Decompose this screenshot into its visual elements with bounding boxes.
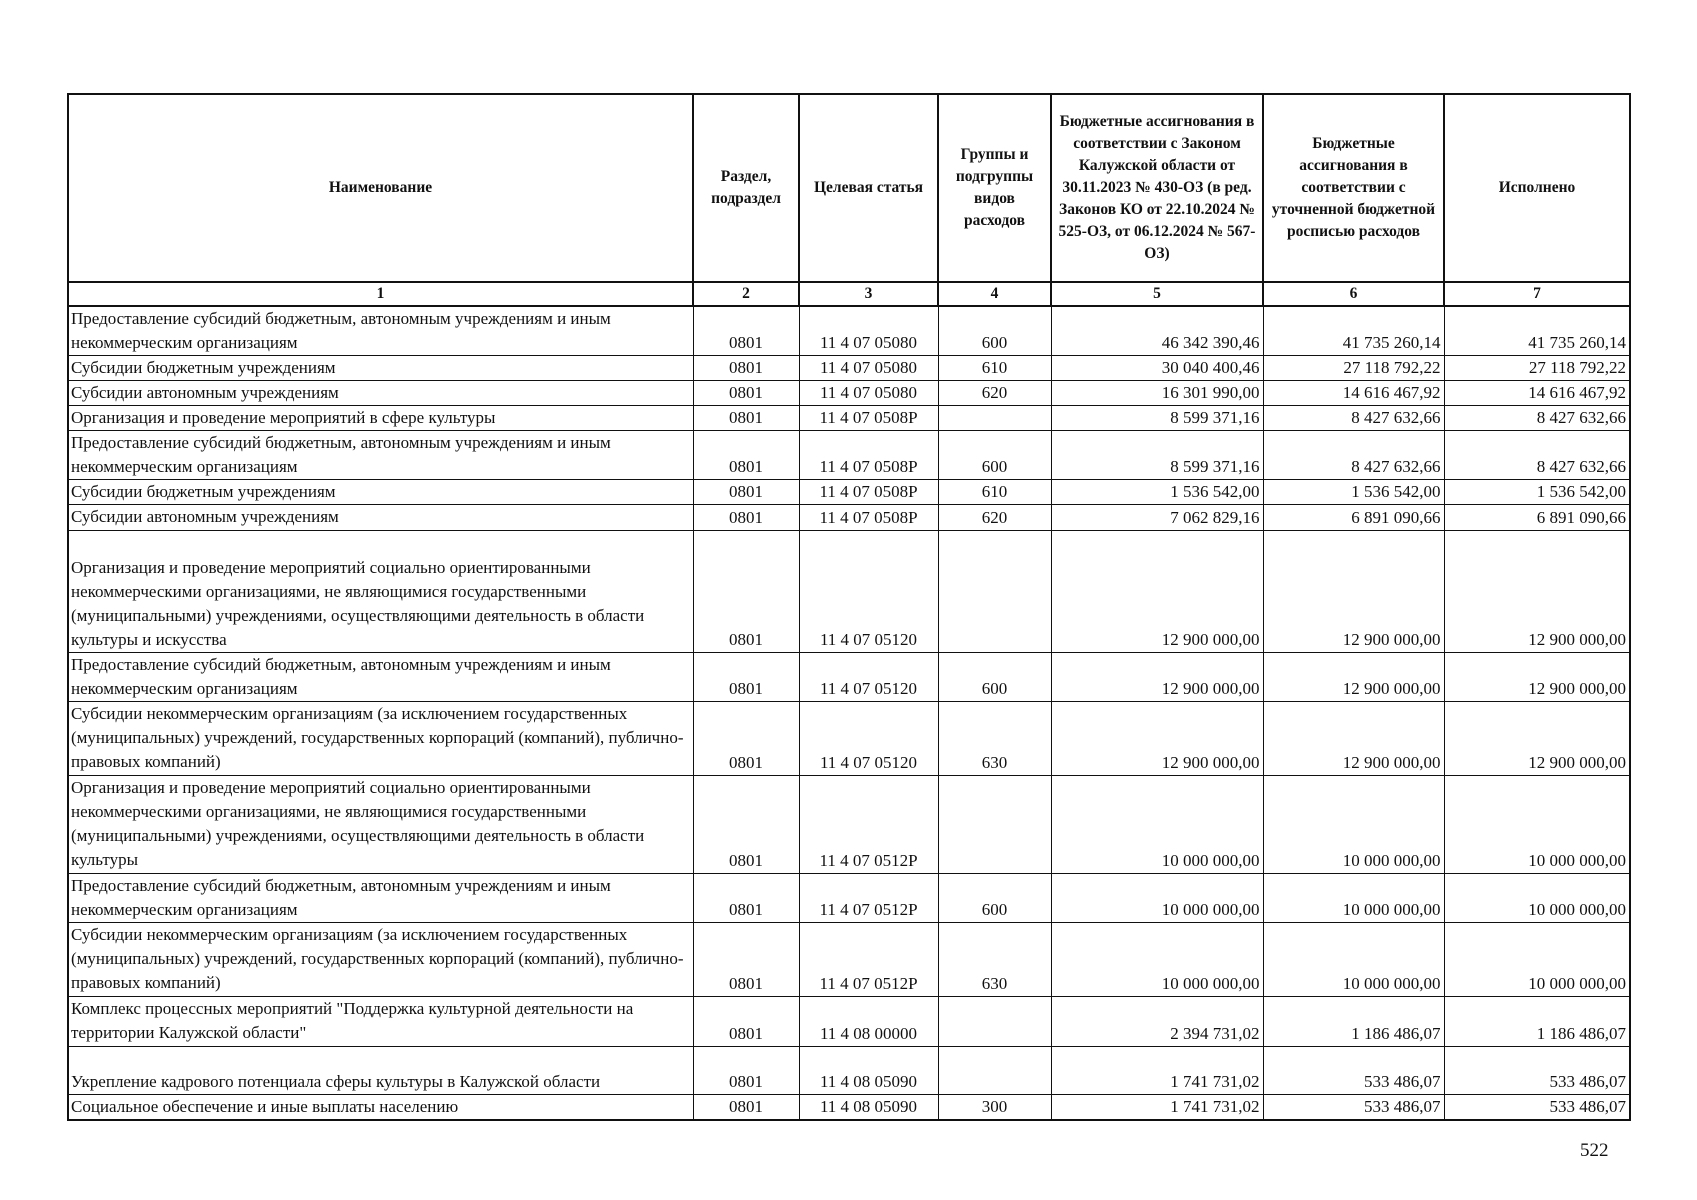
row-executed: 533 486,07 [1444,1095,1630,1121]
row-refined: 10 000 000,00 [1263,923,1444,997]
row-refined: 27 118 792,22 [1263,356,1444,381]
row-executed: 10 000 000,00 [1444,776,1630,874]
row-section: 0801 [693,381,799,406]
row-article: 11 4 07 05120 [799,702,938,776]
row-group: 630 [938,923,1051,997]
row-approved: 1 536 542,00 [1051,480,1263,505]
table-row [68,306,1630,356]
row-refined: 14 616 467,92 [1263,381,1444,406]
row-section: 0801 [693,531,799,653]
row-name: Укрепление кадрового потенциала сферы культуры в Калужской области [68,1047,693,1095]
row-group [938,1047,1051,1095]
row-executed: 12 900 000,00 [1444,702,1630,776]
table-row [68,1095,1630,1121]
row-approved: 30 040 400,46 [1051,356,1263,381]
row-group [938,776,1051,874]
row-article: 11 4 07 05080 [799,356,938,381]
header-target-article: Целевая статья [799,94,938,282]
column-number: 1 [68,282,693,306]
row-approved: 1 741 731,02 [1051,1047,1263,1095]
row-executed: 1 186 486,07 [1444,997,1630,1047]
row-refined: 6 891 090,66 [1263,505,1444,531]
row-article: 11 4 07 05120 [799,653,938,702]
row-refined: 1 186 486,07 [1263,997,1444,1047]
table-row [68,874,1630,923]
row-refined: 10 000 000,00 [1263,874,1444,923]
row-name: Социальное обеспечение и иные выплаты населению [68,1095,693,1121]
row-article: 11 4 07 05120 [799,531,938,653]
row-approved: 10 000 000,00 [1051,874,1263,923]
table-row [68,406,1630,431]
header-expense-group: Группы и подгруппы видов расходов [938,94,1051,282]
row-article: 11 4 08 00000 [799,997,938,1047]
row-approved: 12 900 000,00 [1051,702,1263,776]
column-number: 4 [938,282,1051,306]
row-refined: 8 427 632,66 [1263,431,1444,480]
column-number: 5 [1051,282,1263,306]
row-executed: 1 536 542,00 [1444,480,1630,505]
row-name: Субсидии автономным учреждениям [68,505,693,531]
row-refined: 1 536 542,00 [1263,480,1444,505]
row-article: 11 4 07 0512Р [799,923,938,997]
row-refined: 533 486,07 [1263,1047,1444,1095]
column-number-row [68,282,1630,306]
table-row [68,431,1630,480]
header-approved-allocations: Бюджетные ассигнования в соответствии с Законом Калужской области от 30.11.2023 № 430-ОЗ (в ред. Законов КО от 22.10.2024 № 525-ОЗ, от 06.12.2024 № 567-ОЗ) [1051,94,1263,282]
row-section: 0801 [693,923,799,997]
row-article: 11 4 07 05080 [799,381,938,406]
table-row [68,531,1630,653]
row-article: 11 4 07 05080 [799,306,938,356]
row-approved: 12 900 000,00 [1051,653,1263,702]
row-approved: 2 394 731,02 [1051,997,1263,1047]
row-section: 0801 [693,997,799,1047]
row-name: Организация и проведение мероприятий социально ориентированными некоммерческими организациями, не являющимися государственными (муниципальными) учреждениями, осуществляющими деятельность в области культуры [68,776,693,874]
row-refined: 533 486,07 [1263,1095,1444,1121]
row-section: 0801 [693,1095,799,1121]
row-group: 600 [938,306,1051,356]
table-row [68,702,1630,776]
row-group: 630 [938,702,1051,776]
row-executed: 10 000 000,00 [1444,923,1630,997]
row-name: Предоставление субсидий бюджетным, автономным учреждениям и иным некоммерческим организациям [68,431,693,480]
row-name: Субсидии автономным учреждениям [68,381,693,406]
row-refined: 8 427 632,66 [1263,406,1444,431]
row-article: 11 4 07 0508Р [799,406,938,431]
row-approved: 7 062 829,16 [1051,505,1263,531]
row-section: 0801 [693,356,799,381]
row-group: 300 [938,1095,1051,1121]
row-section: 0801 [693,306,799,356]
column-number: 3 [799,282,938,306]
row-article: 11 4 07 0512Р [799,874,938,923]
row-section: 0801 [693,431,799,480]
budget-table [67,93,1631,1121]
row-name: Организация и проведение мероприятий социально ориентированными некоммерческими организациями, не являющимися государственными (муниципальными) учреждениями, осуществляющими деятельность в области культуры и искусства [68,531,693,653]
row-article: 11 4 08 05090 [799,1047,938,1095]
row-refined: 12 900 000,00 [1263,702,1444,776]
row-article: 11 4 07 0508Р [799,505,938,531]
row-article: 11 4 07 0512Р [799,776,938,874]
row-approved: 16 301 990,00 [1051,381,1263,406]
row-name: Организация и проведение мероприятий в сфере культуры [68,406,693,431]
row-group [938,406,1051,431]
table-row [68,653,1630,702]
row-refined: 41 735 260,14 [1263,306,1444,356]
row-group: 620 [938,505,1051,531]
row-group [938,997,1051,1047]
row-executed: 12 900 000,00 [1444,653,1630,702]
row-group [938,531,1051,653]
row-section: 0801 [693,406,799,431]
row-section: 0801 [693,653,799,702]
column-number: 2 [693,282,799,306]
row-name: Комплекс процессных мероприятий "Поддержка культурной деятельности на территории Калужской области" [68,997,693,1047]
row-executed: 12 900 000,00 [1444,531,1630,653]
row-approved: 10 000 000,00 [1051,776,1263,874]
row-approved: 46 342 390,46 [1051,306,1263,356]
row-refined: 10 000 000,00 [1263,776,1444,874]
table-row [68,1047,1630,1095]
row-group: 600 [938,653,1051,702]
row-executed: 10 000 000,00 [1444,874,1630,923]
row-section: 0801 [693,702,799,776]
row-name: Субсидии некоммерческим организациям (за исключением государственных (муниципальных) учреждений, государственных корпораций (компаний), публично-правовых компаний) [68,702,693,776]
row-name: Предоставление субсидий бюджетным, автономным учреждениям и иным некоммерческим организациям [68,874,693,923]
table-row [68,505,1630,531]
row-executed: 6 891 090,66 [1444,505,1630,531]
row-article: 11 4 08 05090 [799,1095,938,1121]
row-refined: 12 900 000,00 [1263,531,1444,653]
row-group: 600 [938,874,1051,923]
row-executed: 8 427 632,66 [1444,431,1630,480]
row-article: 11 4 07 0508Р [799,431,938,480]
table-row [68,480,1630,505]
header-name: Наименование [68,94,693,282]
row-refined: 12 900 000,00 [1263,653,1444,702]
row-executed: 8 427 632,66 [1444,406,1630,431]
row-name: Предоставление субсидий бюджетным, автономным учреждениям и иным некоммерческим организациям [68,306,693,356]
table-row [68,923,1630,997]
row-executed: 27 118 792,22 [1444,356,1630,381]
row-approved: 8 599 371,16 [1051,431,1263,480]
row-approved: 8 599 371,16 [1051,406,1263,431]
row-article: 11 4 07 0508Р [799,480,938,505]
table-row [68,997,1630,1047]
row-section: 0801 [693,505,799,531]
header-executed: Исполнено [1444,94,1630,282]
row-name: Предоставление субсидий бюджетным, автономным учреждениям и иным некоммерческим организациям [68,653,693,702]
row-approved: 12 900 000,00 [1051,531,1263,653]
column-number: 7 [1444,282,1630,306]
row-executed: 41 735 260,14 [1444,306,1630,356]
column-number: 6 [1263,282,1444,306]
header-section: Раздел, подраздел [693,94,799,282]
row-section: 0801 [693,480,799,505]
row-approved: 10 000 000,00 [1051,923,1263,997]
table-row [68,381,1630,406]
row-name: Субсидии бюджетным учреждениям [68,480,693,505]
header-row [68,94,1630,282]
table-row [68,356,1630,381]
page-number: 522 [1580,1140,1609,1161]
row-section: 0801 [693,776,799,874]
row-section: 0801 [693,1047,799,1095]
row-group: 610 [938,356,1051,381]
row-group: 620 [938,381,1051,406]
row-group: 600 [938,431,1051,480]
header-refined-allocations: Бюджетные ассигнования в соответствии с уточненной бюджетной росписью расходов [1263,94,1444,282]
row-name: Субсидии бюджетным учреждениям [68,356,693,381]
row-name: Субсидии некоммерческим организациям (за исключением государственных (муниципальных) учреждений, государственных корпораций (компаний), публично-правовых компаний) [68,923,693,997]
row-group: 610 [938,480,1051,505]
row-executed: 14 616 467,92 [1444,381,1630,406]
row-executed: 533 486,07 [1444,1047,1630,1095]
budget-execution-table-page [67,93,1629,1121]
row-section: 0801 [693,874,799,923]
row-approved: 1 741 731,02 [1051,1095,1263,1121]
table-row [68,776,1630,874]
